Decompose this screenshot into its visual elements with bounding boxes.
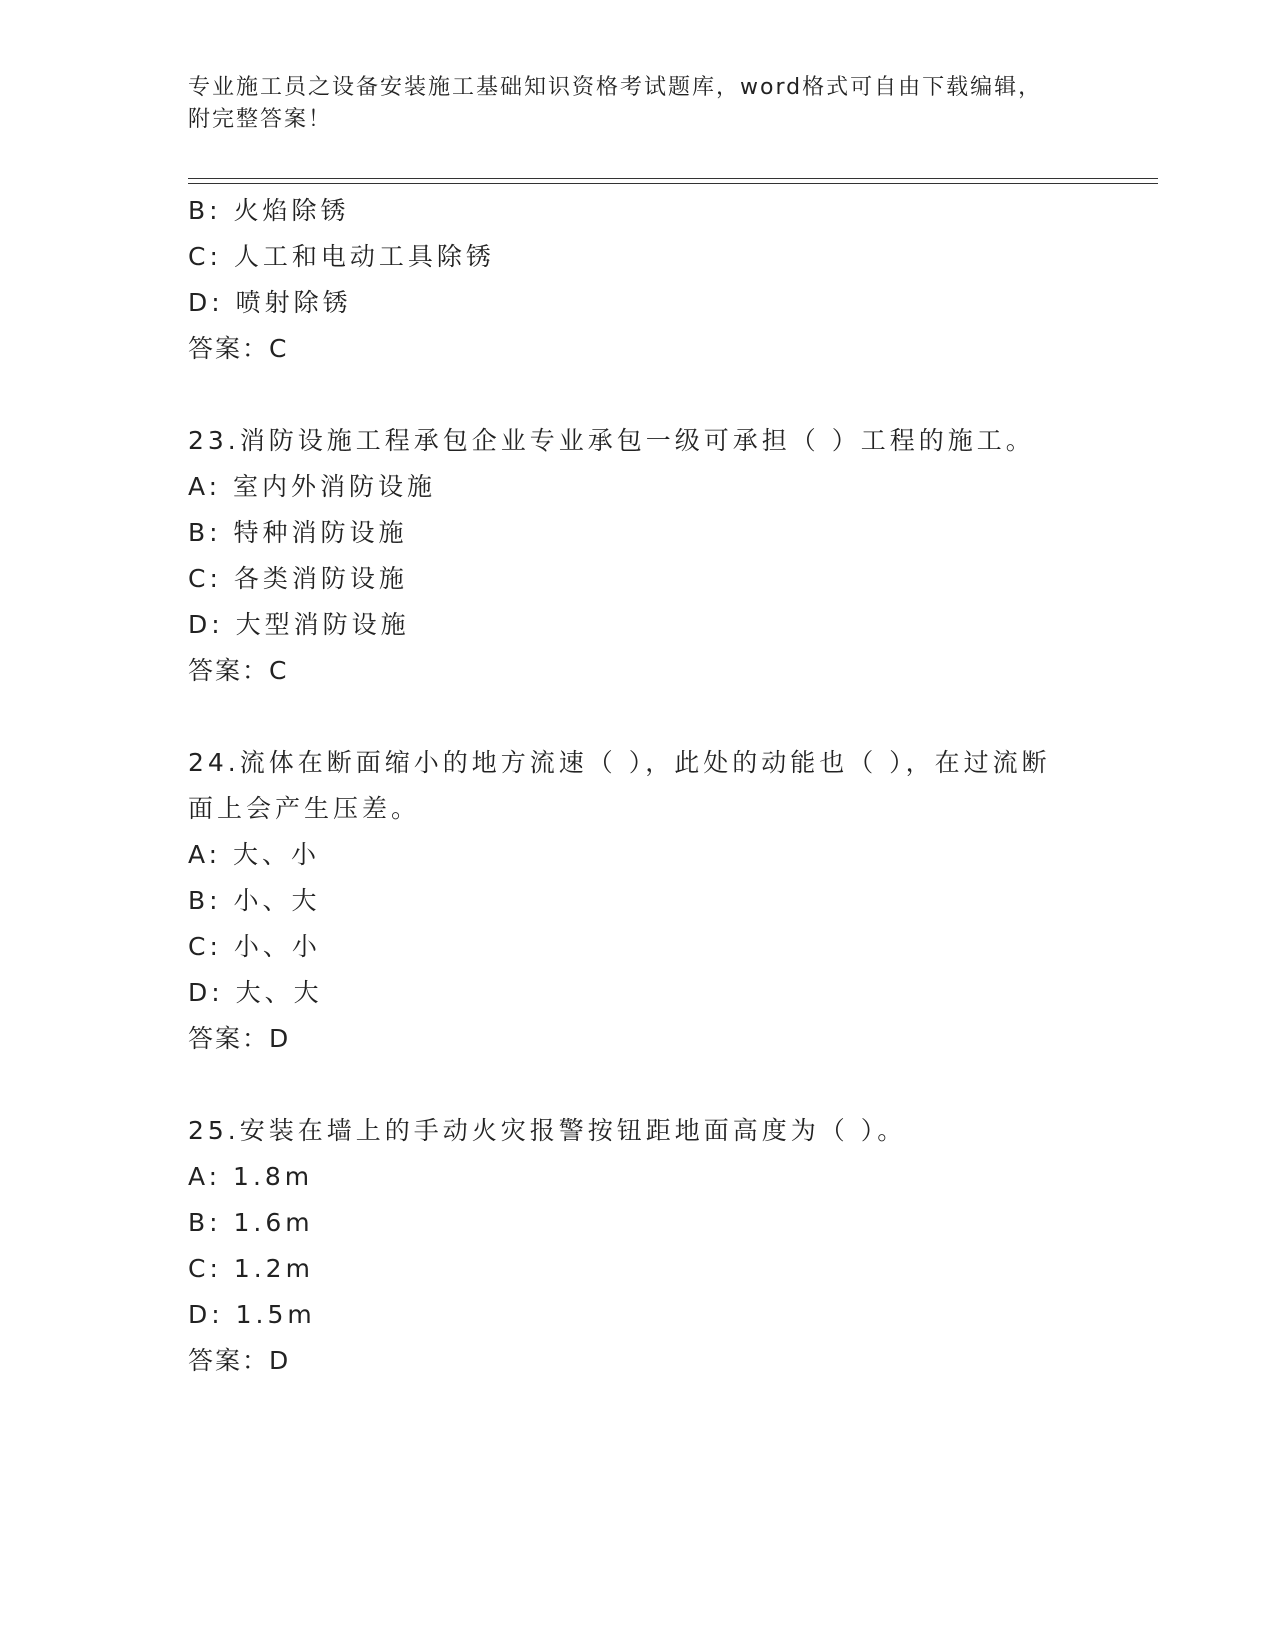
question-stem: 23.消防设施工程承包企业专业承包一级可承担（ ）工程的施工。 [188, 426, 1035, 455]
option-a: A: 室内外消防设施 [188, 472, 437, 501]
header-divider-bottom [188, 183, 1158, 184]
question-stem-line-1: 24.流体在断面缩小的地方流速（ ），此处的动能也（ ），在过流断 [188, 748, 1051, 777]
option-d: D: 1.5m [188, 1300, 316, 1329]
question-list [188, 188, 1088, 1384]
option-d: D: 大型消防设施 [188, 610, 410, 639]
question-stem-line-2: 面上会产生压差。 [188, 794, 421, 823]
option-c: C: 1.2m [188, 1254, 314, 1283]
document-header [188, 72, 1088, 136]
answer: 答案：D [188, 1346, 291, 1375]
header-divider-top [188, 178, 1158, 179]
question-stem: 25.安装在墙上的手动火灾报警按钮距地面高度为（ ）。 [188, 1116, 907, 1145]
question-22-continued [188, 188, 1088, 372]
option-c: C: 各类消防设施 [188, 564, 408, 593]
option-a: A: 1.8m [188, 1162, 314, 1191]
option-b: B: 1.6m [188, 1208, 314, 1237]
option-b: B: 小、大 [188, 886, 321, 915]
header-line-1: 专业施工员之设备安装施工基础知识资格考试题库，word格式可自由下载编辑， [188, 75, 1043, 100]
option-b: B: 火焰除锈 [188, 196, 350, 225]
header-line-2: 附完整答案！ [188, 107, 333, 132]
option-d: D: 喷射除锈 [188, 288, 352, 317]
answer: 答案：C [188, 334, 289, 363]
question-25 [188, 1108, 1088, 1384]
option-c: C: 人工和电动工具除锈 [188, 242, 495, 271]
spacer [188, 372, 1088, 418]
answer: 答案：D [188, 1024, 291, 1053]
spacer [188, 1062, 1088, 1108]
question-24 [188, 740, 1088, 1062]
option-c: C: 小、小 [188, 932, 321, 961]
spacer [188, 694, 1088, 740]
option-a: A: 大、小 [188, 840, 321, 869]
answer: 答案：C [188, 656, 289, 685]
option-b: B: 特种消防设施 [188, 518, 408, 547]
option-d: D: 大、大 [188, 978, 323, 1007]
question-23 [188, 418, 1088, 694]
